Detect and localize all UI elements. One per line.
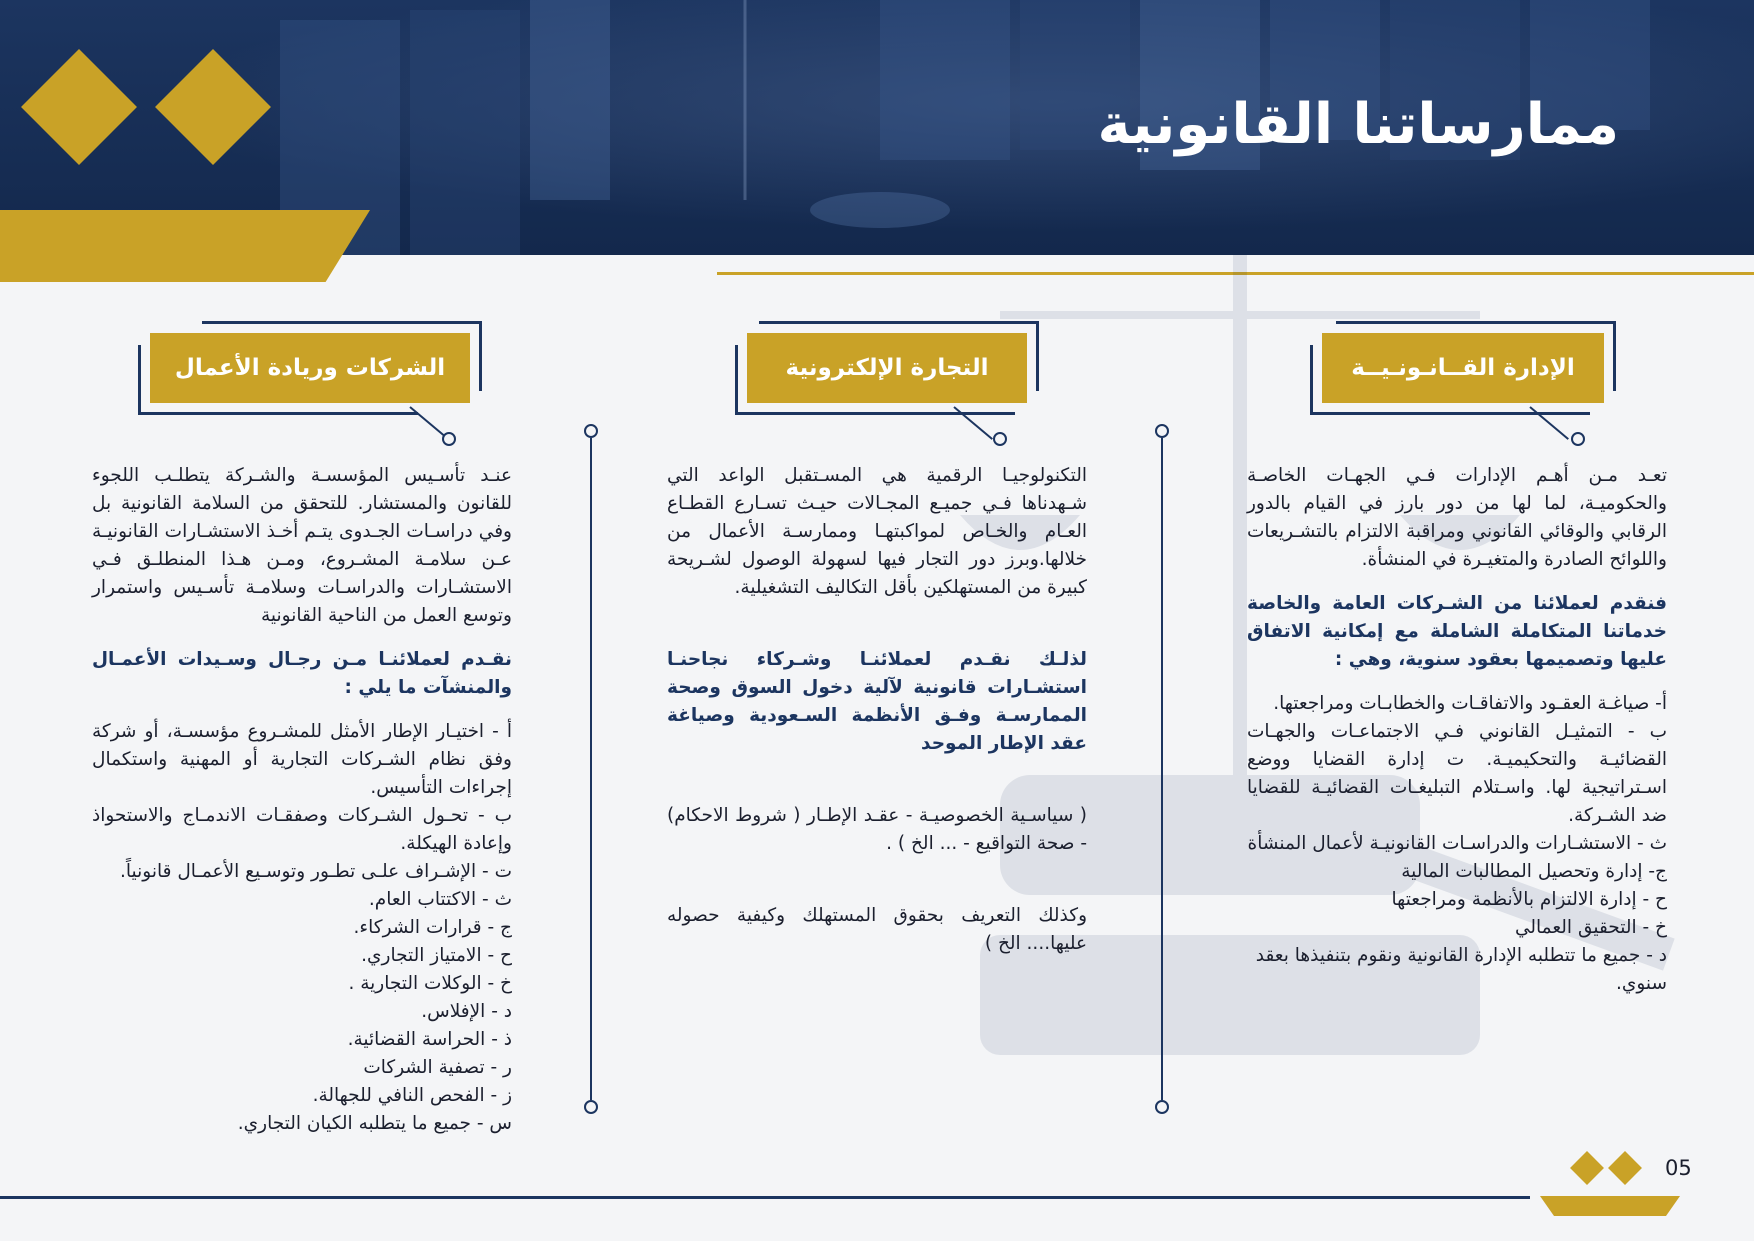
list-item: ث - الاستشـارات والدراسـات القانونيـة لأعمال المنشأة <box>1247 833 1667 854</box>
list-item: ب - التمثيـل القانوني فـي الاجتماعـات والجهـات القضائيـة والتحكيميـة. ت إدارة القضايا ووضع اسـتراتيجية لها. واسـتلام التبليغـات القضائيـة للقضايا ضد الشـركة. <box>1247 721 1667 826</box>
divider-dot-bottom <box>1155 1100 1169 1114</box>
list-item: د - الإفلاس. <box>421 1001 512 1022</box>
heading-legal-management <box>1322 333 1604 403</box>
list-item: ح - إدارة الالتزام بالأنظمة ومراجعتها <box>1391 889 1667 910</box>
heading-ecommerce <box>747 333 1027 403</box>
divider-dot-top <box>1155 424 1169 438</box>
column-paragraph: ( سياسـية الخصوصيـة - عقـد الإطـار ( شروط الاحكام) - صحة التواقيع - ... الخ ) . <box>667 805 1087 854</box>
page-number: 05 <box>1665 1156 1692 1180</box>
list-item: ذ - الحراسة القضائية. <box>347 1029 512 1050</box>
heading-label: الشركات وريادة الأعمال <box>150 333 470 403</box>
service-list <box>92 718 512 1138</box>
list-item: أ- صياغـة العقـود والاتفاقـات والخطابـات ومراجعتها. <box>1273 693 1667 714</box>
list-item: ر - تصفية الشركات <box>363 1057 512 1078</box>
divider-dot-bottom <box>584 1100 598 1114</box>
column-paragraph: وكذلك التعريف بحقوق المستهلك وكيفية حصوله عليها.... الخ ) <box>667 905 1087 954</box>
column-legal-management <box>1247 462 1667 998</box>
divider-right <box>1161 438 1163 1100</box>
divider-left <box>590 438 592 1100</box>
list-item: ح - الامتياز التجاري. <box>361 945 512 966</box>
list-item: ج - قرارات الشركاء. <box>353 917 512 938</box>
heading-connector-dot <box>442 432 456 446</box>
list-item: ز - الفحص النافي للجهالة. <box>312 1085 512 1106</box>
footer-gold-bar <box>1540 1196 1680 1216</box>
list-item: ب - تحـول الشـركات وصفقـات الاندمـاج والاستحواذ وإعادة الهيكلة. <box>92 805 512 854</box>
heading-connector-dot <box>993 432 1007 446</box>
column-highlight: فنقدم لعملائنا من الشـركات العامة والخاصة خدماتنا المتكاملة الشاملة مع إمكانية الاتفاق عليها وتصميمها بعقود سنوية، وهي : <box>1247 593 1667 670</box>
column-highlight: لذلـك نقـدم لعملائنـا وشـركاء نجاحنـا استشـارات قانونية لآلية دخول السوق وصحة الممارسـة وفـق الأنظمة السـعودية وصياغة عقد الإطار الموحد <box>667 649 1087 754</box>
column-highlight: نقـدم لعملائنـا مـن رجـال وسـيدات الأعمـال والمنشآت ما يلي : <box>92 649 512 698</box>
heading-label: التجارة الإلكترونية <box>747 333 1027 403</box>
page-title: ممارساتنا القانونية <box>1097 92 1619 157</box>
column-intro: عنـد تأسـيس المؤسسـة والشـركة يتطلـب اللجوء للقانون والمستشار. للتحقق من السلامة القانونية بل وفي دراسـات الجـدوى يتـم أخـذ الاستشـارات القانونيـة عـن سلامـة المشـروع، ومـن هـذا المنطلـق فـي الاستشـارات والدراسـات وسلامـة تأسـيس واستمرار وتوسع العمل من الناحية القانونية <box>92 465 512 626</box>
list-item: خ - الوكلات التجارية . <box>348 973 512 994</box>
list-item: ج- إدارة وتحصيل المطالبات المالية <box>1401 861 1667 882</box>
column-ecommerce <box>667 462 1087 958</box>
list-item: أ - اختيـار الإطار الأمثل للمشـروع مؤسسـة، أو شركة وفق نظام الشـركات التجارية أو المهنية واستكمال إجراءات التأسيس. <box>92 721 512 798</box>
list-item: ت - الإشـراف علـى تطـور وتوسـيع الأعمـال قانونياً. <box>120 861 512 882</box>
column-companies <box>92 462 512 1138</box>
divider-dot-top <box>584 424 598 438</box>
heading-companies-entrepreneurship <box>150 333 470 403</box>
footer-line <box>0 1196 1530 1199</box>
heading-connector-dot <box>1571 432 1585 446</box>
column-intro: التكنولوجيـا الرقمية هي المسـتقبل الواعد التي شـهدناها فـي جميـع المجـالات حيـث تسـارع القطـاع العـام والخـاص لمواكبتهـا وممارسـة الأعمال من خلالها.وبرز دور التجار فيها لسهولة الوصول لشـريحة كبيرة من المستهلكين بأقل التكاليف التشغيلية. <box>667 465 1087 598</box>
column-intro: تعـد مـن أهـم الإدارات فـي الجهـات الخاصـة والحكوميـة، لما لها من دور بارز في القيام بالدور الرقابي والوقائي القانوني ومراقبة الالتزام بالتشـريعات واللوائح الصادرة والمتغيـرة في المنشأة. <box>1247 465 1667 570</box>
list-item: ث - الاكتتاب العام. <box>368 889 512 910</box>
service-list <box>1247 690 1667 998</box>
heading-label: الإدارة القــانـونـيــة <box>1322 333 1604 403</box>
list-item: خ - التحقيق العمالي <box>1514 917 1667 938</box>
list-item: س - جميع ما يتطلبه الكيان التجاري. <box>237 1113 512 1134</box>
list-item: د - جميع ما تتطلبه الإدارة القانونية ونقوم بتنفيذها بعقد سنوي. <box>1255 945 1667 994</box>
